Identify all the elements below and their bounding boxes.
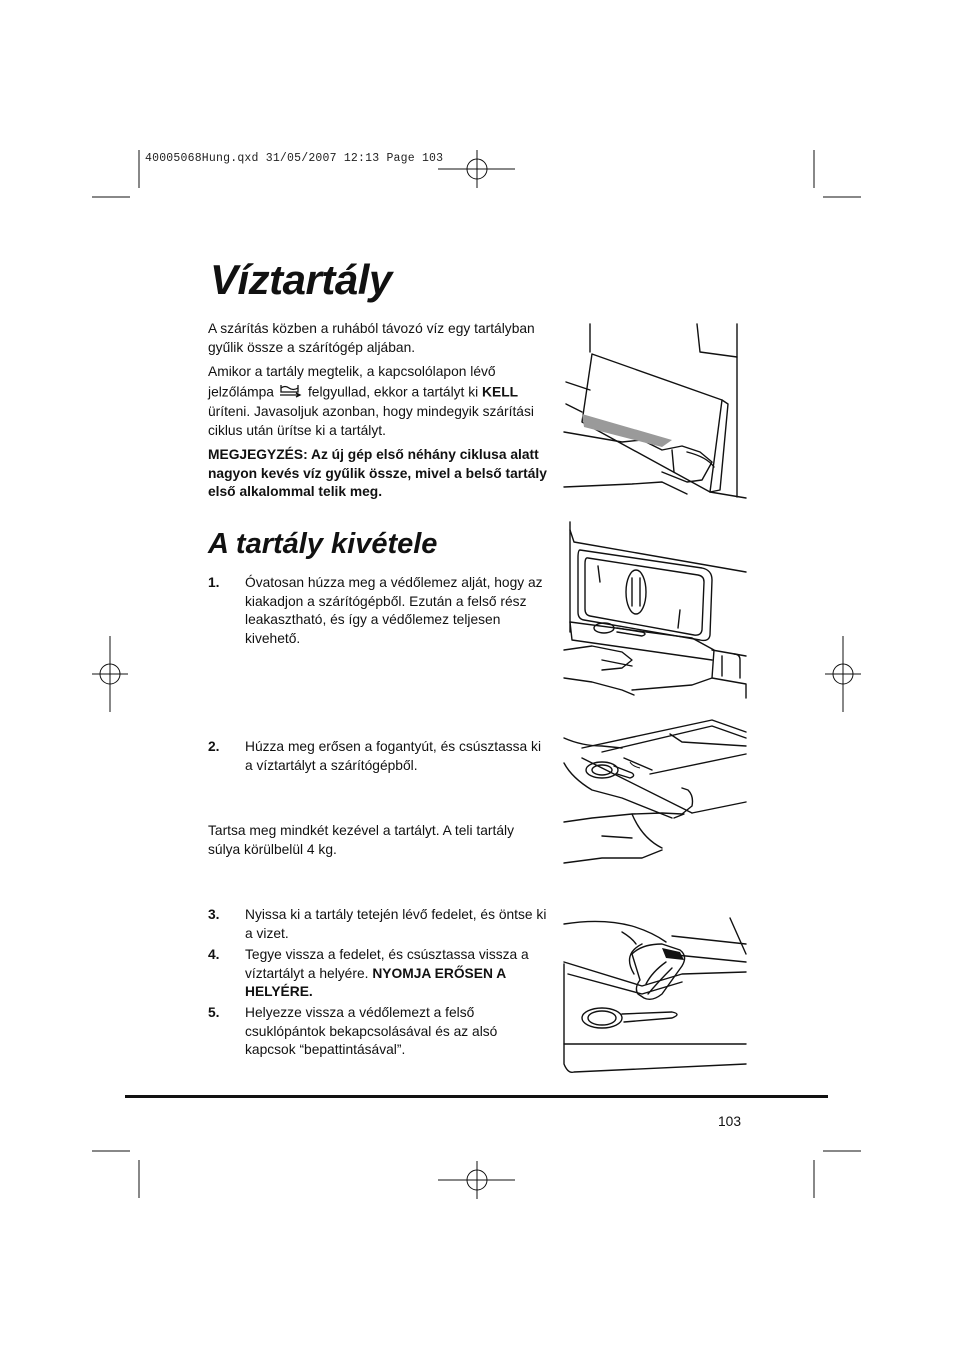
intro-text — [208, 320, 548, 502]
step-2-number: 2. — [208, 739, 220, 754]
illustration-empty-tank — [562, 914, 748, 1076]
footer-rule — [125, 1095, 828, 1098]
step-4-number: 4. — [208, 947, 220, 962]
registration-mark-bottom — [438, 1161, 515, 1199]
file-slug: 40005068Hung.qxd 31/05/2007 12:13 Page 103 — [145, 152, 444, 165]
page-title: Víztartály — [210, 256, 392, 303]
registration-mark-top — [438, 150, 515, 188]
step-3-number: 3. — [208, 907, 220, 922]
intro-note: MEGJEGYZÉS: Az új gép első néhány ciklusa alatt nagyon kevés víz gyűlik össze, mivel a belső tartály első alkalommal telik meg. — [208, 447, 547, 499]
page-number: 103 — [718, 1114, 742, 1129]
registration-mark-right — [825, 636, 861, 712]
illustration-cover-plate — [562, 322, 748, 500]
section-title: A tartály kivétele — [208, 528, 438, 560]
illustration-slide-out-tank — [562, 718, 748, 878]
intro-paragraph-2: Amikor a tartály megtelik, a kapcsolólapon lévő jelzőlámpa felgyullad, ekkor a tartályt ki KELL üríteni. Javasoljuk azonban, hogy mindegyik szárítási ciklus után ürítse ki a tartályt. — [208, 364, 534, 438]
step-2-text: Húzza meg erősen a fogantyút, és csúsztassa ki a víztartályt a szárítógépből. — [245, 739, 542, 773]
illustration-pull-cover — [562, 520, 748, 702]
step-1-number: 1. — [208, 575, 220, 590]
step-5-number: 5. — [208, 1005, 220, 1020]
step-4-text: Tegye vissza a fedelet, és csúsztassa vissza a víztartályt a helyére. NYOMJA ERŐSEN A HELYÉRE. — [245, 947, 529, 999]
hold-tank-text: Tartsa meg mindkét kezével a tartályt. A teli tartály súlya körülbelül 4 kg. — [208, 823, 514, 857]
intro-paragraph-1: A szárítás közben a ruhából távozó víz egy tartályban gyűlik össze a szárítógép aljában. — [208, 321, 535, 355]
step-1-text: Óvatosan húzza meg a védőlemez alját, hogy az kiakadjon a szárítógépből. Ezután a felső rész leakasztható, és így a védőlemez teljesen kivehető. — [245, 575, 543, 646]
registration-mark-left — [92, 636, 128, 712]
tank-full-indicator-icon — [278, 382, 304, 404]
step-5-text: Helyezze vissza a védőlemezt a felső csuklópántok bekapcsolásával és az alsó kapcsok “bepattintásával”. — [245, 1005, 498, 1057]
step-3-text: Nyissa ki a tartály tetején lévő fedelet, és öntse ki a vizet. — [245, 907, 547, 941]
